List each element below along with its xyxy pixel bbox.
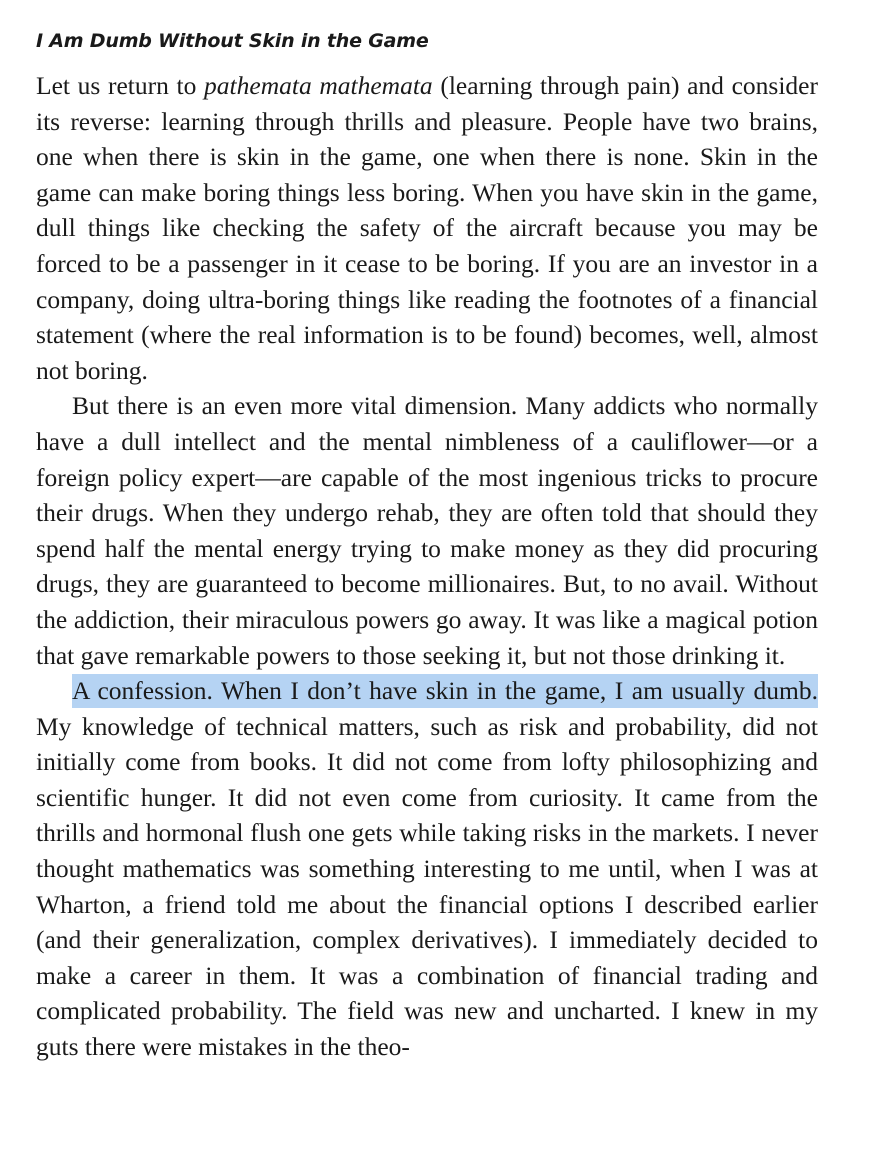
paragraph-1-text-a: Let us return to xyxy=(36,71,205,100)
paragraph-3-text: My knowledge of technical matters, such as risk and probability, did not initially come from books. It did not come from lofty philosophizing and scientific hunger. It did not even come from curiosity. It came from the thrills and hormonal flush one gets while taking risks in the markets. I never thought mathematics was something interesting to me until, when I was at Wharton, a friend told me about the financial options I described earlier (and their generalization, complex derivatives). I immediately decided to make a career in them. It was a combination of financial trading and complicated probability. The field was new and uncharted. I knew in my guts there were mistakes in the theo- xyxy=(36,711,818,1062)
book-page xyxy=(36,30,818,1065)
paragraph-1-text-b: (learning through pain) and consider its reverse: learning through thrills and pleasure. People have two brains, one when there is skin in the game, one when there is none. Skin in the game can make boring things less boring. When you have skin in the game, dull things like checking the safety of the aircraft because you may be forced to be a passenger in it cease to be boring. If you are an investor in a company, doing ultra-boring things like reading the footnotes of a financial statement (where the real information is to be found) becomes, well, almost not boring. xyxy=(36,71,818,385)
paragraph-2-text: But there is an even more vital dimension. Many addicts who normally have a dull intellect and the mental nimbleness of a cauliflower—or a foreign policy expert—are capable of the most ingenious tricks to procure their drugs. When they undergo rehab, they are often told that should they spend half the mental energy trying to make money as they did procuring drugs, they are guaranteed to become millionaires. But, to no avail. Without the addiction, their miraculous powers go away. It was like a magical potion that gave remarkable powers to those seeking it, but not those drinking it. xyxy=(36,391,818,670)
paragraph-1 xyxy=(36,68,818,388)
section-heading: I Am Dumb Without Skin in the Game xyxy=(36,30,429,52)
highlighted-passage[interactable]: A confession. When I don’t have skin in the game, I am usually dumb. xyxy=(72,674,818,708)
paragraph-1-italic-term: pathemata mathemata xyxy=(204,71,433,100)
paragraph-2 xyxy=(36,388,818,673)
paragraph-3 xyxy=(36,673,818,1065)
